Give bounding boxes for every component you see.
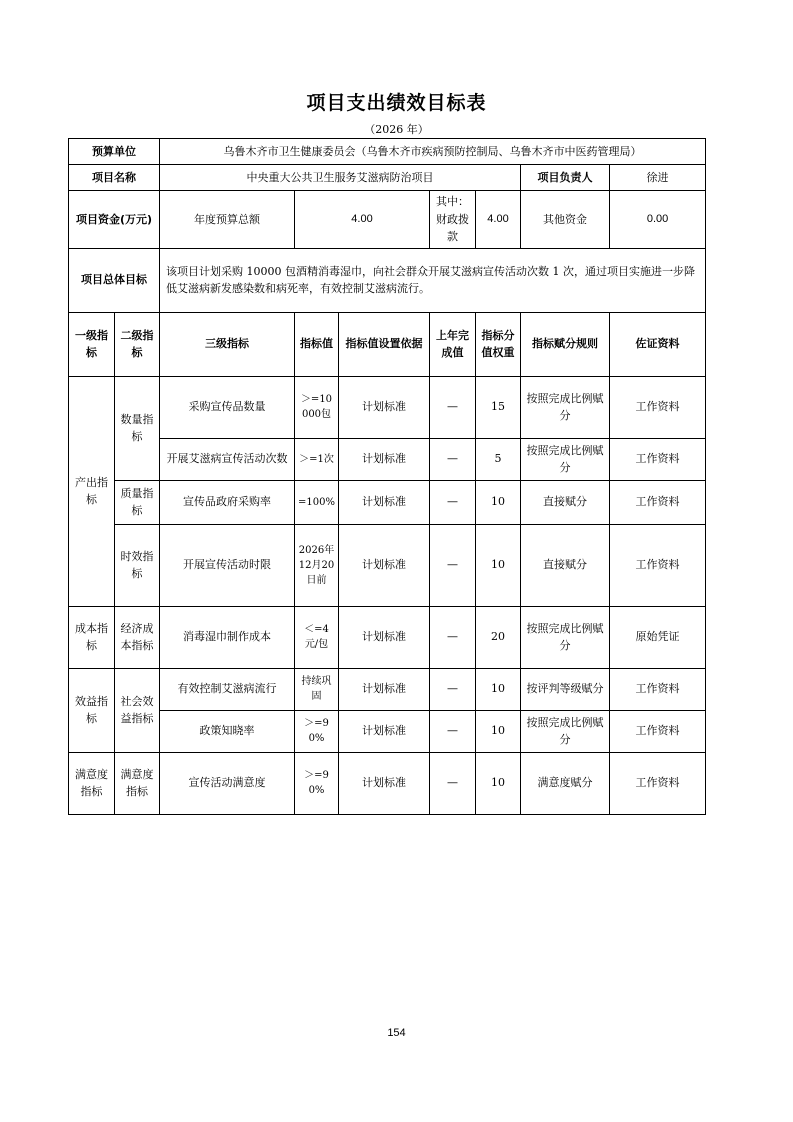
fiscal-funds-value: 4.00 <box>476 191 521 249</box>
row-rule: 按照完成比例赋分 <box>521 438 610 480</box>
row-value: ＜=4元/包 <box>295 606 339 668</box>
row-value: ＞=1次 <box>295 438 339 480</box>
table-row <box>69 606 706 668</box>
row-basis: 计划标准 <box>339 668 430 710</box>
header-rule: 指标赋分规则 <box>521 312 610 376</box>
row-basis: 计划标准 <box>339 710 430 752</box>
page-number: 154 <box>387 1027 406 1039</box>
row-name: 有效控制艾滋病流行 <box>160 668 295 710</box>
row-value: ＞=10000包 <box>295 376 339 438</box>
group-social-benefit: 社会效益指标 <box>115 668 160 752</box>
row-evidence: 原始凭证 <box>610 606 706 668</box>
row-value: 持续巩固 <box>295 668 339 710</box>
table-row <box>69 668 706 710</box>
table-row <box>69 438 706 480</box>
row-value: =100% <box>295 480 339 524</box>
row-weight: 10 <box>476 668 521 710</box>
row-rule: 按照完成比例赋分 <box>521 710 610 752</box>
annual-budget-label: 年度预算总额 <box>160 191 295 249</box>
row-rule: 直接赋分 <box>521 524 610 606</box>
row-last-year: — <box>430 480 476 524</box>
group-output: 产出指标 <box>69 376 115 606</box>
table-row <box>69 480 706 524</box>
budget-unit-value: 乌鲁木齐市卫生健康委员会（乌鲁木齐市疾病预防控制局、乌鲁木齐市中医药管理局） <box>160 139 706 165</box>
row-weight: 15 <box>476 376 521 438</box>
header-last-year: 上年完成值 <box>430 312 476 376</box>
header-evidence: 佐证资料 <box>610 312 706 376</box>
row-last-year: — <box>430 606 476 668</box>
budget-unit-label: 预算单位 <box>69 139 160 165</box>
group-quantity: 数量指标 <box>115 376 160 480</box>
row-weight: 20 <box>476 606 521 668</box>
overall-goal-text: 该项目计划采购 10000 包酒精消毒湿巾，向社会群众开展艾滋病宣传活动次数 1 次，通过项目实施进一步降低艾滋病新发感染数和病死率，有效控制艾滋病流行。 <box>160 248 706 312</box>
row-evidence: 工作资料 <box>610 710 706 752</box>
row-basis: 计划标准 <box>339 752 430 814</box>
row-last-year: — <box>430 524 476 606</box>
row-last-year: — <box>430 752 476 814</box>
row-rule: 按照完成比例赋分 <box>521 606 610 668</box>
annual-budget-value: 4.00 <box>295 191 430 249</box>
row-last-year: — <box>430 668 476 710</box>
group-timeliness: 时效指标 <box>115 524 160 606</box>
row-last-year: — <box>430 438 476 480</box>
row-evidence: 工作资料 <box>610 668 706 710</box>
row-value: 2026年12月20日前 <box>295 524 339 606</box>
row-weight: 10 <box>476 710 521 752</box>
group-cost: 成本指标 <box>69 606 115 668</box>
group-satisfaction-2: 满意度指标 <box>115 752 160 814</box>
fiscal-funds-label: 其中：财政拨款 <box>430 191 476 249</box>
group-satisfaction: 满意度指标 <box>69 752 115 814</box>
project-leader-label: 项目负责人 <box>521 165 610 191</box>
row-rule: 按评判等级赋分 <box>521 668 610 710</box>
row-basis: 计划标准 <box>339 524 430 606</box>
table-row <box>69 376 706 438</box>
row-weight: 5 <box>476 438 521 480</box>
row-evidence: 工作资料 <box>610 480 706 524</box>
row-name: 消毒湿巾制作成本 <box>160 606 295 668</box>
header-level2: 二级指标 <box>115 312 160 376</box>
funds-label: 项目资金(万元) <box>69 191 160 249</box>
row-weight: 10 <box>476 524 521 606</box>
row-rule: 满意度赋分 <box>521 752 610 814</box>
row-last-year: — <box>430 710 476 752</box>
row-weight: 10 <box>476 480 521 524</box>
row-name: 宣传品政府采购率 <box>160 480 295 524</box>
row-name: 开展宣传活动时限 <box>160 524 295 606</box>
row-rule: 按照完成比例赋分 <box>521 376 610 438</box>
project-name-label: 项目名称 <box>69 165 160 191</box>
header-basis: 指标值设置依据 <box>339 312 430 376</box>
header-value: 指标值 <box>295 312 339 376</box>
row-evidence: 工作资料 <box>610 752 706 814</box>
row-evidence: 工作资料 <box>610 524 706 606</box>
header-weight: 指标分值权重 <box>476 312 521 376</box>
row-name: 采购宣传品数量 <box>160 376 295 438</box>
row-basis: 计划标准 <box>339 438 430 480</box>
row-rule: 直接赋分 <box>521 480 610 524</box>
row-evidence: 工作资料 <box>610 376 706 438</box>
row-value: ＞=90% <box>295 710 339 752</box>
year-label: （2026 年） <box>364 123 429 136</box>
header-level1: 一级指标 <box>69 312 115 376</box>
row-basis: 计划标准 <box>339 376 430 438</box>
row-basis: 计划标准 <box>339 606 430 668</box>
other-funds-value: 0.00 <box>610 191 706 249</box>
row-name: 宣传活动满意度 <box>160 752 295 814</box>
project-name-value: 中央重大公共卫生服务艾滋病防治项目 <box>160 165 521 191</box>
other-funds-label: 其他资金 <box>521 191 610 249</box>
table-row <box>69 710 706 752</box>
table-row <box>69 752 706 814</box>
row-weight: 10 <box>476 752 521 814</box>
row-basis: 计划标准 <box>339 480 430 524</box>
project-leader-value: 徐进 <box>610 165 706 191</box>
table-row <box>69 524 706 606</box>
row-evidence: 工作资料 <box>610 438 706 480</box>
header-level3: 三级指标 <box>160 312 295 376</box>
performance-table <box>68 138 706 815</box>
row-name: 政策知晓率 <box>160 710 295 752</box>
group-economic-cost: 经济成本指标 <box>115 606 160 668</box>
group-quality: 质量指标 <box>115 480 160 524</box>
group-benefit: 效益指标 <box>69 668 115 752</box>
row-name: 开展艾滋病宣传活动次数 <box>160 438 295 480</box>
row-last-year: — <box>430 376 476 438</box>
row-value: ＞=90% <box>295 752 339 814</box>
overall-goal-label: 项目总体目标 <box>69 248 160 312</box>
page-title: 项目支出绩效目标表 <box>306 92 487 114</box>
